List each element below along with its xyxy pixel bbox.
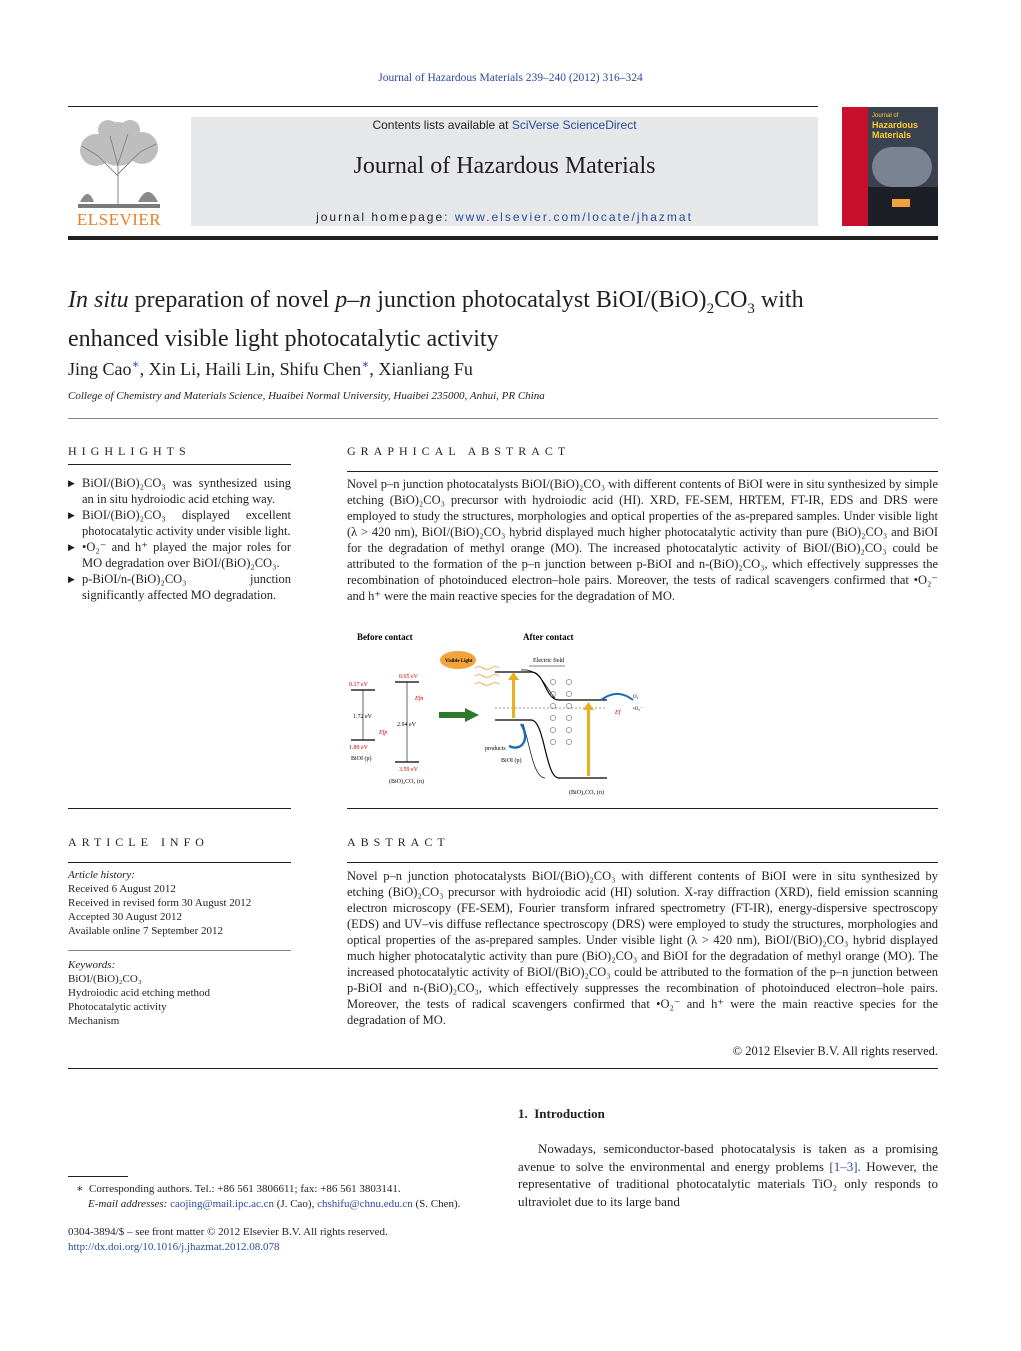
- footnote-rule: [68, 1176, 128, 1177]
- cover-glow: [892, 199, 910, 207]
- highlights-list: [68, 475, 291, 603]
- bioi-excitation: [512, 678, 515, 718]
- journal-title: Journal of Hazardous Materials: [353, 153, 656, 179]
- history-label: Article history:: [68, 869, 135, 881]
- graphical-abstract-rule: [347, 471, 938, 472]
- highlights-rule: [68, 464, 291, 465]
- article-history: [68, 868, 291, 938]
- corresponding-author-mark[interactable]: ∗: [131, 357, 140, 371]
- journal-citation[interactable]: Journal of Hazardous Materials 239–240 (2012) 316–324: [378, 72, 643, 84]
- elsevier-tree-icon: [68, 116, 170, 212]
- keyword: Hydroiodic acid etching method: [68, 987, 211, 999]
- intro-ref-link[interactable]: [1–3]: [829, 1158, 858, 1174]
- title-line-2: enhanced visible light photocatalytic activity: [68, 325, 499, 352]
- author-name: Jing Cao: [68, 359, 132, 379]
- highlight-text: BiOI/(BiO)₂CO₃ displayed excellent photocatalytic activity under visible light.: [82, 508, 291, 538]
- elsevier-wordmark: ELSEVIER: [76, 210, 162, 229]
- history-line: Received in revised form 30 August 2012: [68, 897, 252, 909]
- bico-excitation: [587, 708, 590, 776]
- bioi-cb-label: 0.17 eV: [349, 682, 368, 688]
- after-bioi-name: BiOI (p): [501, 758, 522, 764]
- cover-red-strip: [842, 107, 868, 226]
- highlight-item: [68, 571, 291, 603]
- header-thick-rule: [68, 236, 938, 240]
- author-name: Haili Lin: [205, 359, 271, 379]
- corresponding-note: [76, 1182, 496, 1212]
- abstract-rule: [347, 862, 938, 863]
- email-line: E-mail addresses: caojing@mail.ipc.ac.cn (J. Cao), chshifu@chnu.edu.cn (S. Chen).: [88, 1198, 461, 1210]
- hole-transfer-arrow: [523, 724, 545, 778]
- abstract-bottom-rule: [68, 1068, 938, 1069]
- article-title: [68, 285, 938, 354]
- highlight-bullet-icon: ▶: [68, 478, 75, 488]
- bico-excitation-head: [583, 702, 594, 710]
- light-ray-1: [475, 667, 499, 670]
- bioi-efp-label: Efp: [379, 730, 388, 736]
- article-info-heading: ARTICLE INFO: [68, 835, 209, 849]
- cover-smoke: [872, 147, 932, 187]
- o2-label: O₂: [633, 695, 639, 700]
- homepage-prefix: journal homepage:: [316, 210, 455, 224]
- contents-line: [191, 118, 818, 132]
- title-line-1: In situ preparation of novel p–n junction photocatalyst BiOI/$(BiO)_2CO_3$ with: [68, 287, 804, 317]
- keyword: BiOI/(BiO)₂CO₃: [68, 973, 142, 985]
- author-separator: ,: [369, 359, 379, 379]
- keyword: Mechanism: [68, 1015, 120, 1027]
- author-list: [68, 357, 473, 380]
- history-line: Accepted 30 August 2012: [68, 911, 182, 923]
- visible-light-label: Visible Light: [445, 659, 473, 664]
- bico-cb-label: 0.65 eV: [399, 674, 418, 680]
- journal-cover[interactable]: [842, 107, 938, 226]
- highlight-text: •O₂⁻ and h⁺ played the major roles for MO degradation over BiOI/(BiO)₂CO₃.: [82, 540, 291, 570]
- graphical-abstract-text: Novel p–n junction photocatalysts BiOI/(BiO)₂CO₃ with different contents of BiOI were in situ synthesized by simple etching (BiO)₂CO₃ precursor with hydroiodic acid (HI). XRD, FE-SEM, HRTEM, FT-IR, EDS and DRS were employed to study the structures, morphologies and optical properties of the as-prepared samples. Under visible light (λ > 420 nm), BiOI/(BiO)₂CO₃ hybrid displayed much higher photocatalytic activity than pure (BiO)₂CO₃ and BiOI for the degradation of methyl orange (MO). The increased photocatalytic activity of BiOI/(BiO)₂CO₃ could be attributed to the formation of the p–n junction between p-BiOI and n-(BiO)₂CO₃, which effectively suppresses the recombination of photoinduced electron–hole pairs. Moreover, the tests of radical scavengers confirmed that •O₂⁻ and h⁺ were the main reactive species for the degradation of MO.: [347, 477, 938, 603]
- contact-arrow-head: [465, 708, 479, 722]
- author-separator: ,: [270, 359, 280, 379]
- intro-paragraph: [518, 1140, 938, 1210]
- highlight-item: [68, 475, 291, 507]
- highlight-item: [68, 507, 291, 539]
- bioi-excitation-head: [508, 672, 519, 680]
- oxidation-arrow: [509, 724, 525, 748]
- bioi-vb-label: 1.89 eV: [349, 745, 368, 751]
- journal-homepage: [191, 210, 818, 224]
- corresponding-line: ∗ Corresponding authors. Tel.: +86 561 3806611; fax: +86 561 3803141.: [76, 1183, 401, 1195]
- contact-arrow-body: [439, 712, 465, 718]
- bico-gap-label: 2.94 eV: [397, 722, 416, 728]
- bico-efn-label: Efn: [415, 696, 424, 702]
- highlights-heading: HIGHLIGHTS: [68, 444, 191, 458]
- o2-reduction-arrow: [601, 694, 633, 700]
- fermi-level-label: Ef: [615, 710, 621, 716]
- highlight-bullet-icon: ▶: [68, 542, 75, 552]
- bico-name: (BiO)₂CO₃ (n): [389, 779, 425, 785]
- highlight-bullet-icon: ▶: [68, 510, 75, 520]
- sciencedirect-link[interactable]: SciVerse ScienceDirect: [511, 118, 637, 132]
- author-name: Xianliang Fu: [378, 359, 473, 379]
- highlight-item: [68, 539, 291, 571]
- cover-title: Hazardous Materials: [872, 120, 919, 140]
- keyword: Photocatalytic activity: [68, 1001, 167, 1013]
- after-bico-name: (BiO)₂CO₃ (n): [569, 790, 605, 796]
- doi-link[interactable]: http://dx.doi.org/10.1016/j.jhazmat.2012.08.078: [68, 1241, 280, 1253]
- affiliation: College of Chemistry and Materials Science, Huaibei Normal University, Huaibei 235000, Anhui, PR China: [68, 390, 545, 402]
- highlights-bottom-rule: [68, 808, 291, 809]
- author-separator: ,: [139, 359, 149, 379]
- products-label: products: [485, 746, 506, 752]
- highlight-bullet-icon: ▶: [68, 574, 75, 584]
- light-ray-3: [475, 683, 499, 686]
- bioi-gap-label: 1.72 eV: [353, 714, 372, 720]
- email-link-chen[interactable]: chshifu@chnu.edu.cn: [317, 1198, 413, 1210]
- bico-vb-label: 3.59 eV: [399, 767, 418, 773]
- history-line: Received 6 August 2012: [68, 883, 176, 895]
- after-contact-label: After contact: [523, 632, 574, 642]
- highlight-text: BiOI/(BiO)₂CO₃ was synthesized using an in situ hydroiodic acid etching way.: [82, 476, 291, 506]
- abstract-heading: ABSTRACT: [347, 835, 450, 849]
- author-separator: ,: [196, 359, 206, 379]
- contents-prefix: Contents lists available at: [372, 118, 512, 132]
- abstract-copyright: © 2012 Elsevier B.V. All rights reserved.: [732, 1044, 938, 1058]
- keywords-rule: [68, 950, 291, 951]
- homepage-link[interactable]: www.elsevier.com/locate/jhazmat: [454, 210, 693, 224]
- article-info-rule: [68, 862, 291, 863]
- band-diagram: [345, 628, 645, 800]
- keywords-label: Keywords:: [68, 959, 116, 971]
- junction-charges: [550, 679, 571, 744]
- cover-small-title: Journal of: [872, 113, 899, 119]
- history-line: Available online 7 September 2012: [68, 925, 223, 937]
- author-name: Shifu Chen: [279, 359, 362, 379]
- intro-text-2: . However, the representative of traditional photocatalytic materials TiO₂ only responds to ultraviolet due to its large band: [518, 1158, 938, 1209]
- author-name: Xin Li: [148, 359, 197, 379]
- elsevier-logo[interactable]: [68, 116, 170, 228]
- o2-radical-label: •O₂⁻: [633, 707, 643, 712]
- issn-line: 0304-3894/$ – see front matter © 2012 Elsevier B.V. All rights reserved.: [68, 1226, 388, 1238]
- keywords: [68, 958, 291, 1028]
- before-contact-label: Before contact: [357, 632, 413, 642]
- header-top-rule: [68, 106, 818, 107]
- graphical-abstract-bottom-rule: [347, 808, 938, 809]
- affiliation-rule: [68, 418, 938, 419]
- graphical-abstract-heading: GRAPHICAL ABSTRACT: [347, 444, 571, 458]
- highlight-text: p-BiOI/n-(BiO)₂CO₃ junction significantly affected MO degradation.: [82, 572, 291, 602]
- intro-heading: 1. Introduction: [518, 1106, 605, 1121]
- email-link-cao[interactable]: caojing@mail.ipc.ac.cn: [170, 1198, 274, 1210]
- abstract-text: Novel p–n junction photocatalysts BiOI/(BiO)₂CO₃ with different contents of BiOI were in situ synthesized by etching (BiO)₂CO₃ precursor with hydroiodic acid (HI) solution. X-ray diffraction (XRD), field emission scanning electron microscopy (FE-SEM), Fourier transform infrared spectrometry (FT-IR), energy-dispersive spectroscopy (EDS) and UV–vis diffuse reflectance spectroscopy (DRS) were employed to study the structures, morphologies and optical properties of the as-prepared samples. Under visible light (λ > 420 nm), BiOI/(BiO)₂CO₃ hybrid displayed much higher photocatalytic activity than pure (BiO)₂CO₃ and BiOI for the degradation of methyl orange (MO). The increased photocatalytic activity of BiOI/(BiO)₂CO₃ could be attributed to the formation of the p–n junction between p-BiOI and n-(BiO)₂CO₃, which effectively suppresses the recombination of photoinduced electron–hole pairs. Moreover, the tests of radical scavengers confirmed that •O₂⁻ and h⁺ were the main reactive species for the degradation of MO.: [347, 869, 938, 1027]
- email-label: E-mail addresses:: [88, 1198, 168, 1210]
- bioi-name: BiOI (p): [351, 756, 372, 762]
- corresponding-author-mark[interactable]: ∗: [361, 357, 370, 371]
- intro-text-1: Nowadays, semiconductor-based photocatalysis is taken as a promising avenue to solve the environmental and energy problems: [518, 1141, 938, 1174]
- light-ray-2: [475, 675, 499, 678]
- electric-field-label: Electric field: [533, 658, 565, 664]
